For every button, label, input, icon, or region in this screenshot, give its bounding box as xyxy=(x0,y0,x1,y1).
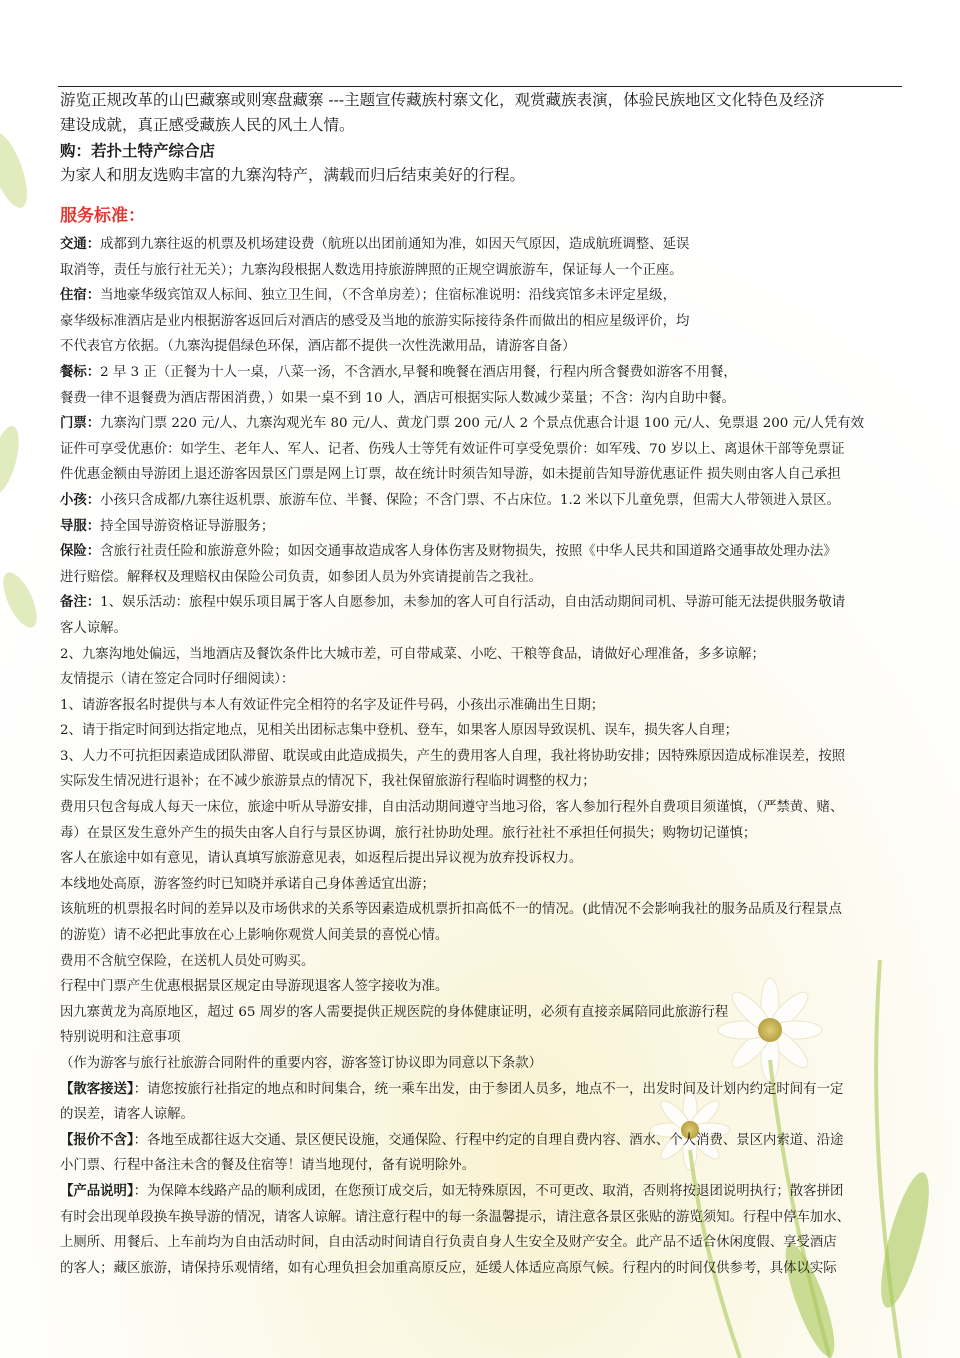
body-line-label: 交通： xyxy=(60,236,101,252)
body-line-text: 成都到九寨往返的机票及机场建设费（航班以出团前通知为准，如因天气原因，造成航班调整、延误 xyxy=(100,237,690,252)
body-line xyxy=(60,283,904,309)
intro-section xyxy=(60,88,902,188)
body-line xyxy=(60,232,904,258)
body-line xyxy=(60,949,904,975)
body-line-text: 持全国导游资格证导游服务； xyxy=(100,518,275,534)
body-line-label: 餐标： xyxy=(60,363,101,380)
intro-line: 为家人和朋友选购丰富的九寨沟特产，满载而归后结束美好的行程。 xyxy=(60,166,526,184)
body-line-text: 费用只包含每成人每天一床位，旅途中听从导游安排，自由活动期间遵守当地习俗，客人参加行程外自费项目须谨慎，（严禁黄、赌、 xyxy=(60,800,844,816)
body-line-label: 备注： xyxy=(60,594,101,611)
body-line-text: 九寨沟门票 220 元/人、九寨沟观光车 80 元/人、黄龙门票 200 元/人 2 个景点优惠合计退 100 元/人、免票退 200 元/人凭有效 xyxy=(100,416,865,432)
body-line xyxy=(60,488,904,514)
body-line-label: 门票： xyxy=(60,415,101,432)
body-line-label: 导服： xyxy=(60,517,101,534)
body-line xyxy=(60,718,904,744)
shopping-heading: 购：若扑土特产综合店 xyxy=(60,141,216,160)
body-line xyxy=(60,974,904,1000)
body-line-text: 的误差，请客人谅解。 xyxy=(60,1107,194,1123)
body-line-text: 小门票、行程中备注未含的餐及住宿等！请当地现付，备有说明除外。 xyxy=(60,1158,476,1174)
body-line xyxy=(60,539,904,565)
body-line-text: 本线地处高原，游客签约时已知晓并承诺自己身体善适宜出游； xyxy=(60,876,435,892)
body-line-label: 住宿： xyxy=(60,287,101,304)
intro-line: 建设成就，真正感受藏族人民的风土人情。 xyxy=(60,116,355,134)
body-line-text: 友情提示（请在签定合同时仔细阅读）： xyxy=(60,672,295,688)
body-line xyxy=(60,897,904,923)
body-line xyxy=(60,1230,904,1256)
body-line-text: 1、娱乐活动：旅程中娱乐项目属于客人自愿参加，未参加的客人可自行活动，自由活动期间司机、导游可能无法提供服务敬请 xyxy=(100,595,846,611)
body-line xyxy=(60,1102,904,1128)
body-line-text: 有时会出现单段换车换导游的情况，请客人谅解。请注意行程中的每一条温馨提示，请注意各景区张贴的游览须知。行程中停车加水、 xyxy=(60,1209,851,1225)
body-line-label: 【散客接送】 xyxy=(60,1080,134,1097)
body-line xyxy=(60,821,904,847)
body-line xyxy=(60,258,904,284)
body-line-text: 含旅行社责任险和旅游意外险；如因交通事故造成客人身体伤害及财物损失，按照《中华人民共和国道路交通事故处理办法》 xyxy=(100,544,837,560)
body-line-text: 豪华级标准酒店是业内根据游客返回后对酒店的感受及当地的旅游实际接待条件而做出的相应星级评价，均 xyxy=(60,313,690,329)
body-line xyxy=(60,642,904,668)
body-line-text: 实际发生情况进行退补；在不减少旅游景点的情况下，我社保留旅游行程临时调整的权力； xyxy=(60,774,596,790)
body-line xyxy=(60,1256,904,1282)
body-line xyxy=(60,1179,904,1205)
body-line xyxy=(60,795,904,821)
body-line-text: 特别说明和注意事项 xyxy=(60,1030,181,1046)
body-line xyxy=(60,386,904,412)
body-line-text: 毒）在景区发生意外产生的损失由客人自行与景区协调，旅行社协助处理。旅行社社不承担任何损失；购物切记谨慎； xyxy=(60,825,757,841)
body-line xyxy=(60,616,904,642)
body-line-label: 【报价不含】 xyxy=(60,1131,134,1148)
body-line-text: 进行赔偿。解释权及理赔权由保险公司负责，如参团人员为外宾请提前告之我社。 xyxy=(60,569,543,585)
body-line xyxy=(60,667,904,693)
body-line xyxy=(60,1025,904,1051)
body-line xyxy=(60,846,904,872)
body-line-text: ：请您按旅行社指定的地点和时间集合，统一乘车出发，由于参团人员多，地点不一，出发时间及计划内约定时间有一定 xyxy=(133,1081,844,1097)
body-line-text: 证件可享受优惠价：如学生、老年人、军人、记者、伤残人士等凭有效证件可享受免票价：如军残、70 岁以上、离退休干部等免票证 xyxy=(60,441,845,457)
body-line xyxy=(60,309,904,335)
body-line-text: 小孩只含成都/九寨往返机票、旅游车位、半餐、保险；不含门票、不占床位。1.2 米以下儿童免票，但需大人带领进入景区。 xyxy=(100,492,840,508)
body-line-label: 小孩： xyxy=(60,491,101,508)
intro-line: 游览正规改革的山巴藏寨或则寒盘藏寨 ---主题宣传藏族村寨文化，观赏藏族表演，体验民族地区文化特色及经济 xyxy=(60,91,825,109)
body-line xyxy=(60,437,904,463)
body-line-text: 3、人力不可抗拒因素造成团队滞留、耽误或由此造成损失，产生的费用客人自理，我社将协助安排；因特殊原因造成标准误差，按照 xyxy=(60,748,846,764)
body-line xyxy=(60,411,904,437)
body-line xyxy=(60,1077,904,1103)
body-line xyxy=(60,565,904,591)
body-line-text: 2、九寨沟地处偏远，当地酒店及餐饮条件比大城市差，可自带咸菜、小吃、干粮等食品，请做好心理准备，多多谅解； xyxy=(60,646,765,662)
body-line-text: 2、请于指定时间到达指定地点，见相关出团标志集中登机、登车，如果客人原因导致误机、误车，损失客人自理； xyxy=(60,723,739,739)
body-line xyxy=(60,1205,904,1231)
body-line-text: 的客人；藏区旅游，请保持乐观情绪，如有心理负担会加重高原反应，延缓人体适应高原气候。行程内的时间仅供参考，具体以实际 xyxy=(60,1260,837,1276)
body-line-text: 取消等，责任与旅行社无关）；九寨沟段根据人数选用持旅游牌照的正规空调旅游车，保证每人一个正座。 xyxy=(60,262,683,278)
body-line-text: 1、请游客报名时提供与本人有效证件完全相符的名字及证件号码，小孩出示准确出生日期； xyxy=(60,697,605,713)
body-line-text: ：各地至成都往返大交通、景区便民设施，交通保险、行程中约定的自理自费内容、酒水、个人消费、景区内索道、沿途 xyxy=(133,1132,844,1148)
body-line-text: 该航班的机票报名时间的差异以及市场供求的关系等因素造成机票折扣高低不一的情况。(此情况不会影响我社的服务品质及行程景点 xyxy=(60,902,842,918)
body-line-label: 【产品说明】 xyxy=(60,1182,134,1199)
body-line-text: 上厕所、用餐后、上车前均为自由活动时间，自由活动时间请自行负责自身人生安全及财产安全。此产品不适合休闲度假、享受酒店 xyxy=(60,1235,837,1251)
body-line-text: 当地豪华级宾馆双人标间、独立卫生间，（不含单房差）；住宿标准说明：沿线宾馆多未评定星级， xyxy=(100,288,676,304)
body-line xyxy=(60,590,904,616)
body-line xyxy=(60,360,904,386)
body-line xyxy=(60,334,904,360)
body-line-text: 餐费一律不退餐费为酒店帮困消费，）如果一桌不到 10 人，酒店可根据实际人数减少菜量；不含：沟内自助中餐。 xyxy=(60,390,735,406)
body-line-text: ：为保障本线路产品的顺利成团，在您预订成交后，如无特殊原因，不可更改、取消，否则将按退团说明执行；散客拼团 xyxy=(133,1183,844,1199)
body-line xyxy=(60,1153,904,1179)
body-line-text: 行程中门票产生优惠根据景区规定由导游现退客人签字接收为准。 xyxy=(60,979,449,995)
body-line xyxy=(60,514,904,540)
body-line xyxy=(60,693,904,719)
service-standard-heading: 服务标准： xyxy=(60,206,145,226)
body-line-text: 件优惠金额由导游团上退还游客因景区门票是网上订票，故在统计时须告知导游，如未提前告知导游优惠证件 损失则由客人自己承担 xyxy=(60,467,841,483)
body-line-label: 保险： xyxy=(60,543,101,560)
body-line-text: 2 早 3 正（正餐为十人一桌，八菜一汤，不含酒水,早餐和晚餐在酒店用餐，行程内所含餐费如游客不用餐， xyxy=(100,364,737,380)
body-line xyxy=(60,462,904,488)
body-line-text: 客人在旅途中如有意见，请认真填写旅游意见表，如返程后提出异议视为放弃投诉权力。 xyxy=(60,851,583,867)
body-line-text: （作为游客与旅行社旅游合同附件的重要内容，游客签订协议即为同意以下条款） xyxy=(60,1056,543,1071)
body-line xyxy=(60,923,904,949)
body-line-text: 客人谅解。 xyxy=(60,620,127,636)
service-standard-body xyxy=(60,232,904,1281)
body-line-text: 费用不含航空保险，在送机人员处可购买。 xyxy=(60,953,315,969)
body-line xyxy=(60,1000,904,1026)
body-line xyxy=(60,744,904,770)
header-rule xyxy=(58,86,902,87)
body-line-text: 因九寨黄龙为高原地区，超过 65 周岁的客人需要提供正规医院的身体健康证明，必须有直接亲属陪同此旅游行程 xyxy=(60,1004,729,1020)
body-line xyxy=(60,1128,904,1154)
body-line-text: 不代表官方依据。（九寨沟提倡绿色环保，酒店都不提供一次性洗漱用品，请游客自备） xyxy=(60,339,576,355)
body-line-text: 的游览）请不必把此事放在心上影响你观赏人间美景的喜悦心情。 xyxy=(60,928,449,944)
body-line xyxy=(60,1051,904,1077)
body-line xyxy=(60,872,904,898)
body-line xyxy=(60,769,904,795)
